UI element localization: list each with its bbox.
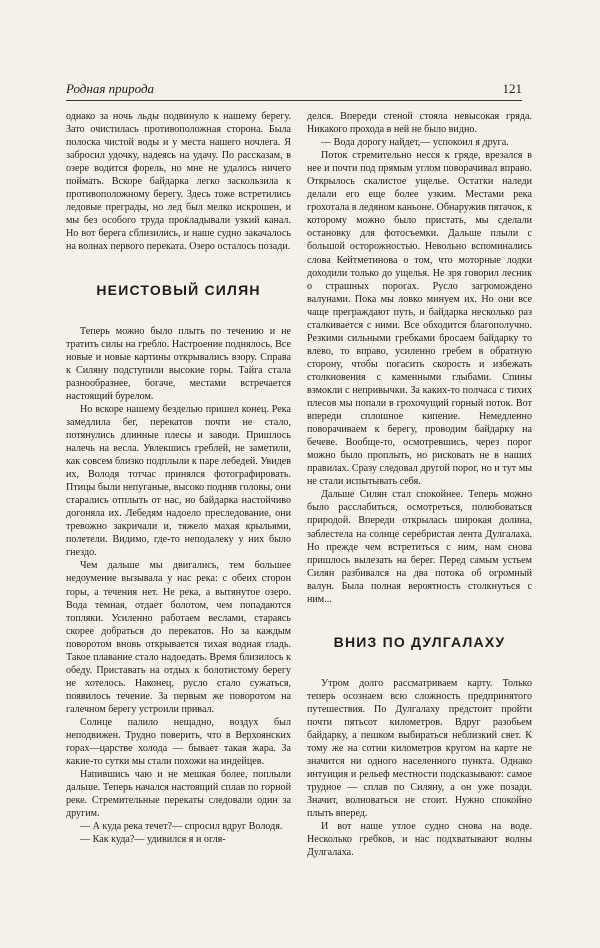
paragraph: Солнце палило нещадно, воздух был неподвижен. Трудно поверить, что в Верхоянских горах—царстве холода — бывает такая жара. За какие-то сутки мы стали похожи на индейцев. <box>66 716 291 768</box>
paragraph: Дальше Силян стал спокойнее. Теперь можно было расслабиться, осмотреться, полюбоваться природой. Впереди открылась широкая долина, заблестела на солнце серебристая лента Дулгалаха. Но прежде чем встретиться с ним, нам снова пришлось вылезать на берег. Перед самым устьем Силян разбивался на два потока об огромный валун. Была полная вероятность столкнуться с ним... <box>307 489 532 605</box>
paragraph: — А куда река течет?— спросил вдруг Володя. <box>80 821 283 833</box>
paragraph: И вот наше утлое судно снова на воде. Несколько гребков, и нас подхватывают волны Дулгалаха. <box>307 821 532 859</box>
paragraph: Теперь можно было плыть по течению и не тратить силы на гребло. Настроение поднялось. Все новые и новые картины открывались взору. Справа к Силяну подступили высокие горы. Тайга стала разнообразнее, богаче, местами встречается настоящий бурелом. <box>66 325 291 402</box>
paragraph: делся. Впереди стеной стояла невысокая гряда. Никакого прохода в ней не было видно. <box>307 111 532 136</box>
section-title: Родная природа <box>66 81 155 96</box>
section-heading: НЕИСТОВЫЙ СИЛЯН <box>96 281 261 298</box>
paragraph: — Как куда?— удивился я и огля- <box>80 834 226 846</box>
page-number: 121 <box>502 81 522 96</box>
right-column <box>307 110 532 859</box>
paragraph: Но вскоре нашему безделью пришел конец. Река замедлила бег, перекатов почти не стало, потянулись длинные плесы и заводи. Пришлось налечь на весла. Увлекшись греблей, не заметили, как совсем близко подплыли к паре лебедей. Увидев их, Володя тотчас принялся фотографировать. Птицы были непуганые, высоко подняв головы, они старались отплыть от нас, но байдарка настойчиво догоняла их. Лебедям надоело преследование, они тревожно закричали и, тяжело махая крыльями, полетели. Видимо, где-то неподалеку у них было гнездо. <box>66 403 291 559</box>
paragraph: Утром долго рассматриваем карту. Только теперь осознаем всю сложность предпринятого путешествия. По Дулгалаху предстоит пройти почти пятьсот километров. Вдруг разобьем байдарку, а пешком выбираться неблизкий свет. К тому же на сотни километров кругом на карте не значится ни одного населенного пункта. Однако интуиция и рельеф местности подсказывают: самое трудное — сплав по Силяну, а он уже позади. Значит, волноваться не стоит. Нужно спокойно плыть вперед. <box>307 677 532 820</box>
paragraph: Чем дальше мы двигались, тем большее недоумение вызывала у нас река: с обеих сторон горы, а течения нет. Не река, а вытянутое озеро. Вода темная, отдает болотом, чем попадаются топляки. Усиленно работаем веслами, стараясь скорее добраться до перекатов. Но за каждым поворотом вновь открывается тихая водная гладь. Такое плавание стало надоедать. Время близилось к обеду. Приставать на отдых к болотистому берегу не хотелось. Наконец, русло стало сужаться, появилось течение. За первым же поворотом на галечном берегу устроили привал. <box>66 560 291 715</box>
paragraph: Поток стремительно несся к гряде, врезался в нее и почти под прямым углом поворачивал вправо. Открылось скалистое ущелье. Остатки наледи делали его еще более узким. Местами река грохотала в ледяном каньоне. Обнаружив пятачок, к которому можно было пристать, мы сделали остановку для фотосъемки. Дальше плыли с большой осторожностью. Невольно вспоминались слова Кейтметинова о том, что моторные лодки доходили только до ущелья. Не зря говорил лесник о страшных порогах. Русло загромождено валунами. Пока мы ловко минуем их. Но они все чаще преграждают путь, и байдарка несколько раз сталкивается с ними. Все обходится благополучно. Резкими сильными гребками бросаем байдарку то влево, то вправо, усиленно гребем в обратную сторону, чтобы погасить скорость и избежать столкновения с каменными глыбами. Спины взмокли с непривычки. За каких-то полчаса с тихих плесов мы попали в грохочущий горный поток. Вот впереди сплошное кипение. Немедленно поворачиваем к берегу, проводим байдарку на бечеве. Вообще-то, осмотревшись, через порог можно было проплыть, но рисковать не в наших правилах. Сразу следовал другой порог, но и тут мы не стали испытывать себя. <box>307 150 532 488</box>
paragraph: — Вода дорогу найдет,— успокоил я друга. <box>321 137 509 149</box>
paragraph: Напившись чаю и не мешкая более, поплыли дальше. Теперь начался настоящий сплав по горной реке. Стремительные перекаты следовали один за другим. <box>66 769 291 820</box>
section-heading: ВНИЗ ПО ДУЛГАЛАХУ <box>333 633 506 650</box>
running-header <box>66 78 522 101</box>
paragraph: однако за ночь льды подвинуло к нашему берегу. Зато очистилась противоположная сторона. Была полоска чистой воды и у места нашего ночлега. Я забросил удочку, надеясь на удачу. По рассказам, в озере водится форель, но мне не удалось ничего поймать. Вскоре байдарка легко заскользила к противоположному берегу. Здесь тоже встретились ледовые преграды, но лед был мелко искрошен, и мы без особого труда прокладывали узкий канал. Но вот берега сблизились, и наше судно закачалось на волнах первого переката. Озеро осталось позади. <box>66 111 291 253</box>
left-column <box>66 110 291 846</box>
